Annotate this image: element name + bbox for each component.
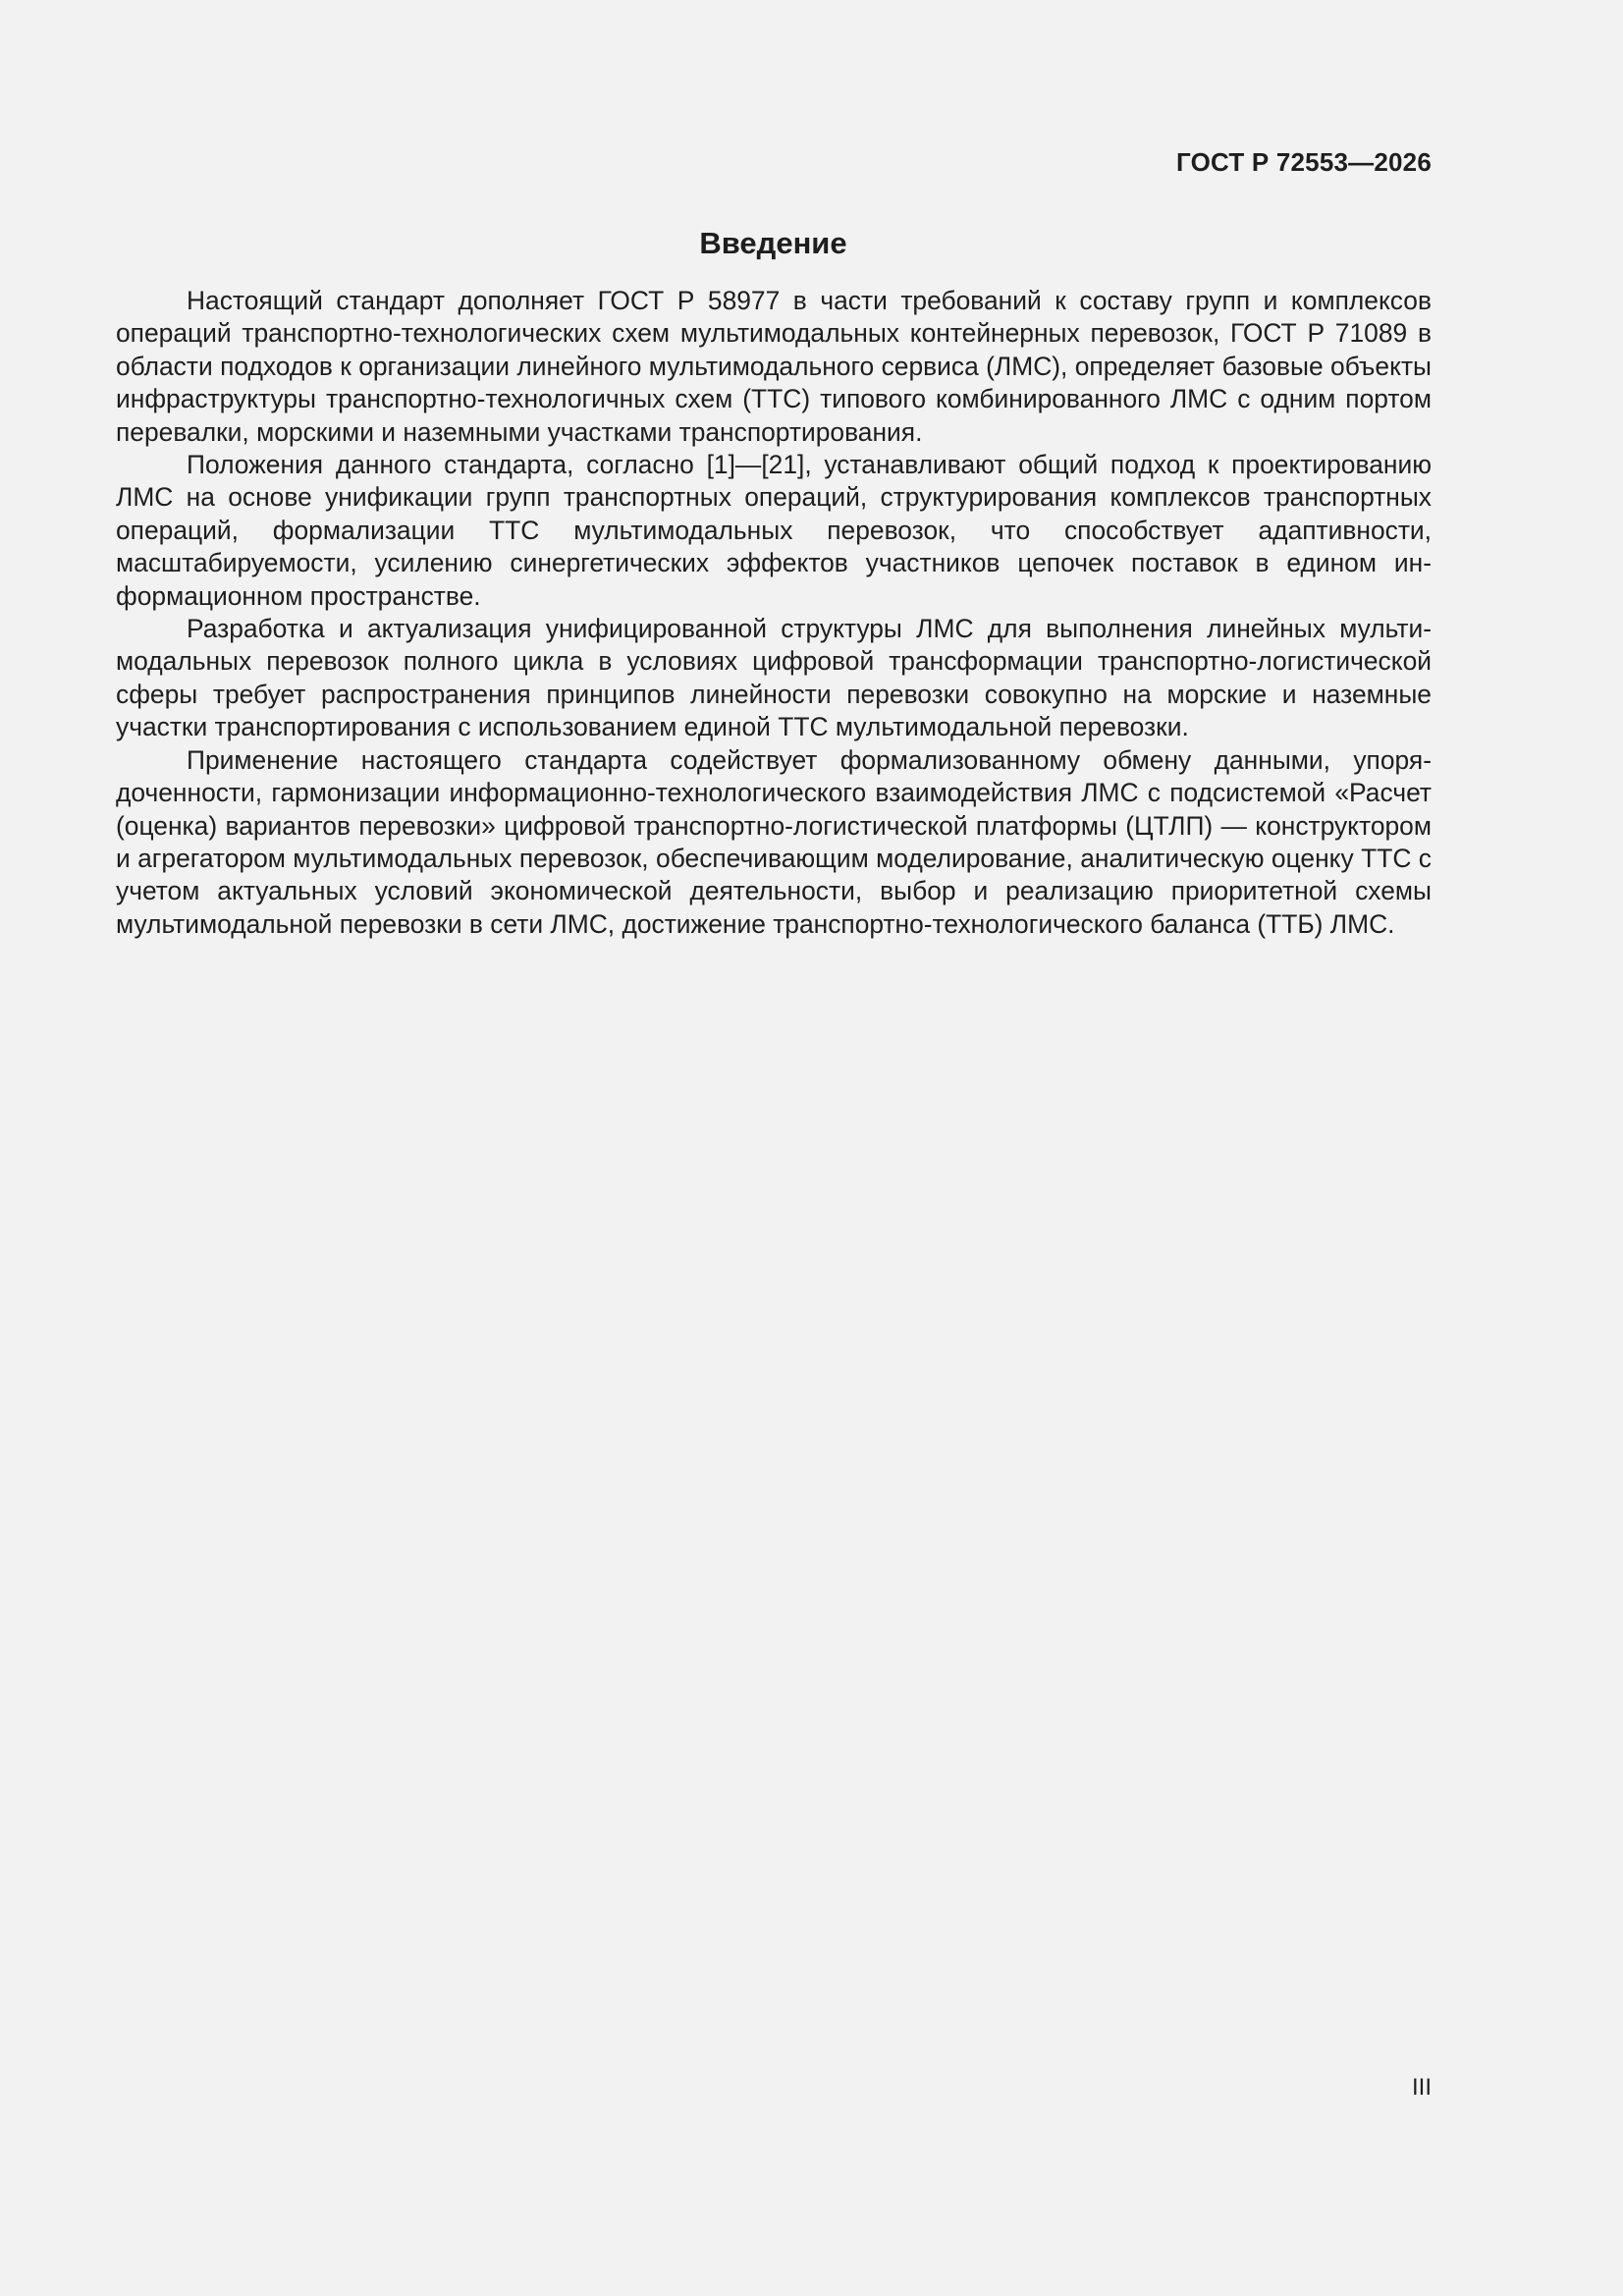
paragraph-3: Разработка и актуализация унифицированной структуры ЛМС для выполнения линейных мультимодальных перевозок полного цикла в условиях цифровой трансформации транспортно-логистической сферы требует распространения принципов линейности перевозки совокупно на морские и наземные участки транспортирования с использованием единой ТТС мультимодальной перевозки. bbox=[116, 614, 1432, 742]
document-header-id: ГОСТ Р 72553—2026 bbox=[1176, 147, 1432, 177]
paragraph-1: Настоящий стандарт дополняет ГОСТ Р 58977 в части требований к составу групп и комплексов операций транспортно-технологических схем мультимодальных контейнерных перевозок, ГОСТ Р 71089 в области подходов к организации линейного мультимодального сервиса (ЛМС), определяет базовые объекты инфраструктуры транспортно-технологичных схем (ТТС) типового комбинированного ЛМС с одним портом перевалки, морскими и наземными участками транспортирования. bbox=[116, 286, 1432, 447]
page-number: III bbox=[1411, 2074, 1432, 2101]
paragraph-2: Положения данного стандарта, согласно [1]—[21], устанавливают общий подход к проектированию ЛМС на основе унификации групп транспортных операций, структурирования комплексов транспортных операций, формализации ТТС мультимодальных перевозок, что способствует адаптивности, масштабируемости, усилению синергетических эффектов участников цепочек поставок в едином информационном пространстве. bbox=[116, 450, 1432, 611]
section-title: Введение bbox=[699, 226, 847, 260]
paragraph-4: Применение настоящего стандарта содействует формализованному обмену данными, упорядоченности, гармонизации информационно-технологического взаимодействия ЛМС с подсистемой «Расчет (оценка) вариантов перевозки» цифровой транспортно-логистической платформы (ЦТЛП) — конструктором и агрегатором мультимодальных перевозок, обеспечивающим моделирование, аналитическую оценку ТТС с учетом актуальных условий экономической деятельности, выбор и реализацию приоритетной схемы мультимодальной перевозки в сети ЛМС, достижение транспортно-технологического баланса (ТТБ) ЛМС. bbox=[116, 744, 1432, 939]
section-body bbox=[116, 285, 1432, 941]
